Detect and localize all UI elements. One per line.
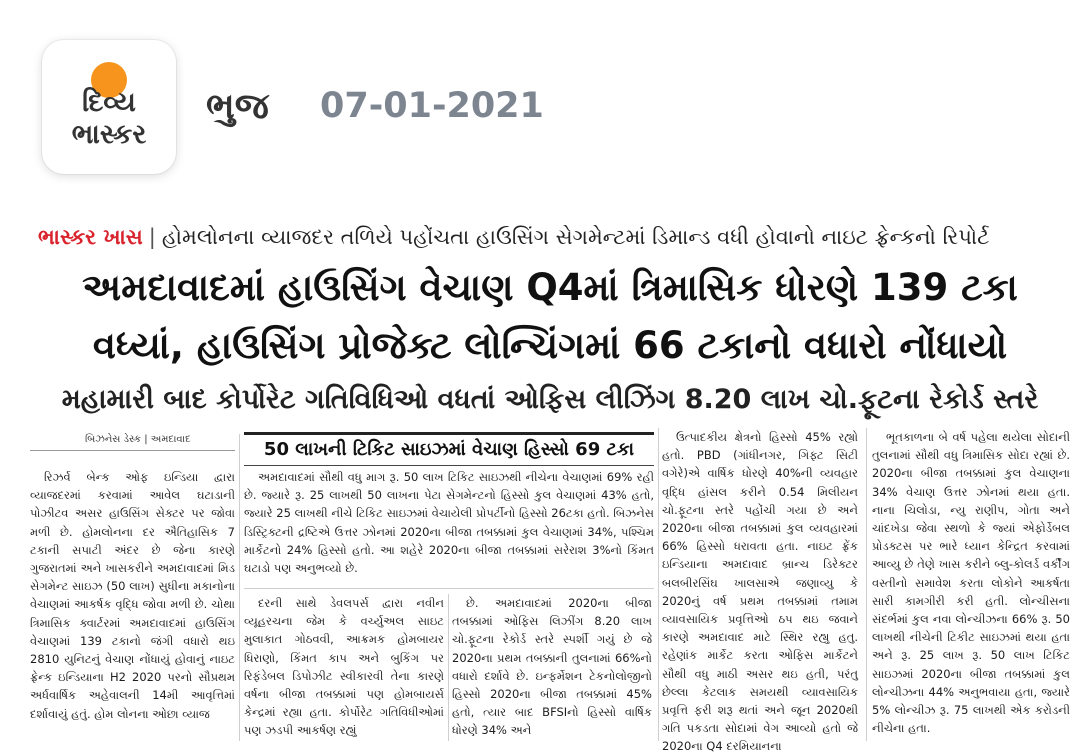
column-text: રિઝર્વ બેન્ક ઓફ ઇન્ડિયા દ્વારા વ્યાજદરમાં કરવામાં આવેલ ઘટાડાની પોઝીટવ અસર હાઉસિંગ સેક્ટર પર જોવા મળી છે. હોમલોનના દર ઐતિહાસિક 7 ટકાની સપાટી અંદર છે જેના કારણે ગુજરાતમાં અને ખાસકરીને અમદાવાદમાં મિડ સેગમેન્ટ સાઇઝ (50 લાખ) સુધીના મકાનોના વેચાણમાં આકર્ષક વૃદ્ધિ જોવા મળી છે. ચોથા ત્રિમાસિક ક્વાર્ટરમાં અમદાવાદમાં હાઉસિંગ વેચાણમાં 139 ટકાનો જંગી વધારો થઇ 2810 યુનિટનું વેચાણ નોંધાયું હોવાનું નાઇટ ફ્રેન્ક ઇન્ડિયાના H2 2020 પરનો સૌપ્રથમ અર્ધવાર્ષિક અહેવાલની 14મી આવૃત્તિમાં દર્શાવાયું હતું. હોમ લોનના ઓછા વ્યાજ <box>30 470 235 721</box>
column-divider <box>866 428 867 741</box>
news-clipping <box>30 206 1070 754</box>
column-text: ભૂતકાળના બે વર્ષ પહેલા થયેલા સોદાની તુલનામાં સૌથી વધુ ત્રિમાસિક સોદા રહ્યાં છે. 2020ના બીજા તબક્કામાં કુલ વેચાણના 34% વેચાણ ઉત્તર ઝોનમાં થયા હતા. નાના ચિલોડા, ન્યુ રાણીપ, ગોતા અને ચાંદખેડા જેવા સ્થળો કે જ્યાં એફોર્ડેબલ પ્રોડક્ટસ પર ભારે ધ્યાન કેન્દ્રિત કરવામાં આવ્યુ છે તેણે ખાસ કરીને બ્લુ-કોલર્ડ વર્કીંગ વસ્તીનો સમાવેશ કરતા લોકોને આકર્ષતા સારી કામગીરી કરી હતી. લોન્ચીસના સંદર્ભમાં કુલ નવા લોન્ચીઝના 66% રૂ. 50 લાખથી નીચેની ટિકીટ સાઇઝમાં થયા હતા અને રૂ. 25 લાખ રૂ. 50 લાખ ટિકિટ સાઇઝમાં 2020ના બીજા તબક્કામાં કુલ લોન્ચીઝના 44% અનુભવાયા હતા, જ્યારે 5% લોન્ચીઝ રૂ. 75 લાખથી એક કરોડની નીચેના હતા. <box>872 430 1070 736</box>
box-text: અમદાવાદમાં સૌથી વધુ માગ રૂ. 50 લાખ ટિકિટ સાઇઝથી નીચેના વેચાણમાં 69% રહી છે. જ્યારે રૂ. 25 લાખથી 50 લાખના પેટા સેગમેન્ટનો હિસ્સો કુલ વેચાણમાં 43% હતો, જ્યારે 25 લાખથી નીચે ટિકિટ સાઇઝમાં વેચાયેલી પ્રોપર્ટીનો હિસ્સો 26ટકા હતો. બિઝનેસ ડિસ્ટ્રિક્ટની દ્રષ્ટિએ ઉત્તર ઝોનમાં 2020ના બીજા તબક્કામાં કુલ વેચાણમાં 34%, પશ્ચિમ માર્કેટનો 24% હિસ્સો હતો. આ શહેરે 2020ના બીજા તબક્કામાં સરેરાશ 3%નો કિંમત ઘટાડો પણ અનુભવ્યો છે. <box>244 470 654 576</box>
column-text: છે. અમદાવાદમાં 2020ના બીજા તબક્કામાં ઓફિસ લિઝીંગ 8.20 લાખ ચો.ફૂટના રેકોર્ડ સ્તરે સ્પર્શી ગયું છે જે 2020ના પ્રથમ તબક્કાની તુલનામાં 66%નો વધારો દર્શાવે છે. ઇન્ફર્મેશન ટેકનોલોજીનો હિસ્સો 2020ના બીજા તબક્કામાં 45% હતો, ત્યાર બાદ BFSIનો હિસ્સો વાર્ષિક ધોરણે 34% અને <box>452 596 652 738</box>
column-text: દરની સાથે ડેવલપર્સ દ્વારા નવીન વ્યૂહરચના જેમ કે વર્ચ્યુઅલ સાઇટ મુલાકાત ગોઠવવી, આક્રમક હોમબાયર ધિરાણો, કિંમત કાપ અને બુકિંગ પર રિફંડેબલ ડિપોઝીટ સ્વીકારવી તેના કારણે વર્ષના બીજા તબક્કામાં પણ હોમબાયર્સ કેન્દ્રમાં રહ્યા હતા. કોર્પોરેટ ગતિવિધીઓમાં પણ ઝડપી આકર્ષણ રહ્યું <box>244 596 444 738</box>
column-divider <box>239 434 240 741</box>
article-column-3 <box>452 594 652 741</box>
logo-text-line1: દિવ્ય <box>82 87 136 118</box>
kicker-brand: ભાસ્કર ખાસ <box>38 225 143 249</box>
article-column-1 <box>30 468 235 741</box>
headline-line-2: વધ્યાં, હાઉસિંગ પ્રોજેક્ટ લોન્ચિંગમાં 66 ટકાનો વધારો નોંધાયો <box>92 324 1008 367</box>
edition-date: 07-01-2021 <box>320 86 544 126</box>
divider <box>244 588 654 589</box>
article-column-4 <box>662 428 858 754</box>
column-divider <box>448 594 449 741</box>
column-text: ઉત્પાદકીય ક્ષેત્રનો હિસ્સો 45% રહ્યો હતો. PBD (ગાંધીનગર, ગિફ્ટ સિટી વગેરે)એ વાર્ષિક ધોરણે 40%ની વ્યવહાર વૃદ્ધિ હાંસલ કરીને 0.54 મિલીયન ચો.ફૂટના સ્તરે પહોંચી ગયા છે અને 2020ના બીજા તબક્કામાં કુલ વ્યવહારમાં 66% હિસ્સો ધરાવતા હતા. નાઇટ ફ્રેંક ઇન્ડિયાના અમદાવાદ બ્રાન્ચ ડિરેક્ટર બલબીરસિંઘ ખાલસાએ જણાવ્યુ કે 2020નું વર્ષ પ્રથમ તબક્કામાં તમામ વ્યાવસાયિક પ્રવૃત્તિઓ ઠપ થઇ જવાને કારણે અમદાવાદ માટે સ્થિર રહ્યુ હતુ. રહેણાંક માર્કેટ કરતા ઓફિસ માર્કેટને સૌથી વધુ માઠી અસર થઇ હતી, પરંતુ છેલ્લા કેટલાક સમયથી વ્યાવસાયિક પ્રવૃત્તિ ફરી શરૂ થતાં અને જૂન 2020થી ગતિ પકડતા સોદામાં વેગ આવ્યો હતો જે 2020ના Q4 દરમિયાનના <box>662 430 858 754</box>
divider <box>30 450 235 451</box>
kicker-text: હોમલોનના વ્યાજદર તળિયે પહોંચતા હાઉસિંગ સેગમેન્ટમાં ડિમાન્ડ વધી હોવાનો નાઇટ ફ્રેન્કનો રિપોર્ટ <box>161 225 990 249</box>
divya-bhaskar-logo[interactable] <box>42 40 176 174</box>
edition-city: ભુજ <box>206 86 269 127</box>
subheadline: મહામારી બાદ કોર્પોરેટ ગતિવિધિઓ વધતાં ઓફિસ લીઝિંગ 8.20 લાખ ચો.ફૂટના રેકોર્ડ સ્તરે <box>61 384 1039 415</box>
kicker-line <box>38 220 1063 254</box>
article-column-2 <box>244 594 444 741</box>
kicker-separator: | <box>148 225 156 249</box>
logo-text-line2: ભાસ્કર <box>71 119 147 150</box>
column-divider <box>658 428 659 741</box>
article-column-5 <box>872 428 1070 741</box>
byline: બિઝનેસ ડેસ્ક | અમદાવાદ <box>85 434 191 445</box>
box-body <box>244 468 654 584</box>
headline-line-1: અમદાવાદમાં હાઉસિંગ વેચાણ Q4માં ત્રિમાસિક ધોરણે 139 ટકા <box>82 266 1018 309</box>
box-title: 50 લાખની ટિકિટ સાઇઝમાં વેચાણ હિસ્સો 69 ટકા <box>244 432 654 466</box>
